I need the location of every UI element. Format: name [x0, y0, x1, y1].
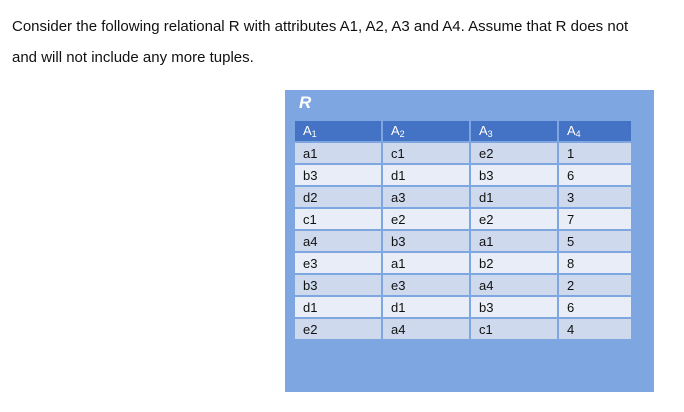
question-line-2: and will not include any more tuples.: [12, 49, 254, 66]
table-row: [295, 253, 631, 273]
table-cell: c1: [295, 209, 381, 229]
table-cell: a4: [471, 275, 557, 295]
table-cell: d1: [383, 165, 469, 185]
table-cell: 8: [559, 253, 631, 273]
header-a4-sub: 4: [575, 129, 581, 139]
question-text: [12, 11, 672, 73]
relation-name: R: [299, 93, 312, 112]
table-cell: a1: [295, 143, 381, 163]
table-cell: 4: [559, 319, 631, 339]
table-cell: e2: [295, 319, 381, 339]
table-row: [295, 297, 631, 317]
table-cell: b2: [471, 253, 557, 273]
table-row: [295, 209, 631, 229]
header-a2: [383, 121, 469, 141]
header-a3: [471, 121, 557, 141]
table-cell: d1: [295, 297, 381, 317]
header-a2-sub: 2: [399, 129, 405, 139]
table-cell: d1: [471, 187, 557, 207]
table-cell: b3: [383, 231, 469, 251]
header-a1: [295, 121, 381, 141]
header-a1-base: A: [303, 123, 312, 138]
table-cell: 1: [559, 143, 631, 163]
header-a3-sub: 3: [487, 129, 493, 139]
table-cell: e3: [295, 253, 381, 273]
table-cell: 5: [559, 231, 631, 251]
table-cell: 3: [559, 187, 631, 207]
table-cell: b3: [295, 275, 381, 295]
table-row: [295, 187, 631, 207]
table-cell: c1: [471, 319, 557, 339]
header-a4: [559, 121, 631, 141]
relation-table: [293, 119, 633, 341]
table-cell: d1: [383, 297, 469, 317]
table-cell: a1: [471, 231, 557, 251]
table-row: [295, 165, 631, 185]
table-cell: b3: [295, 165, 381, 185]
table-cell: a4: [383, 319, 469, 339]
table-cell: e2: [471, 143, 557, 163]
table-cell: e2: [383, 209, 469, 229]
header-a4-base: A: [567, 123, 576, 138]
table-cell: 2: [559, 275, 631, 295]
header-a1-sub: 1: [311, 129, 317, 139]
table-row: [295, 143, 631, 163]
table-cell: 7: [559, 209, 631, 229]
header-a2-base: A: [391, 123, 400, 138]
table-cell: b3: [471, 297, 557, 317]
table-cell: a1: [383, 253, 469, 273]
header-a3-base: A: [479, 123, 488, 138]
table-cell: b3: [471, 165, 557, 185]
table-cell: c1: [383, 143, 469, 163]
table-cell: d2: [295, 187, 381, 207]
table-row: [295, 319, 631, 339]
table-row: [295, 275, 631, 295]
table-cell: 6: [559, 297, 631, 317]
header-row: [295, 121, 631, 141]
table-cell: e3: [383, 275, 469, 295]
relation-panel: [285, 90, 654, 392]
table-cell: e2: [471, 209, 557, 229]
table-row: [295, 231, 631, 251]
table-cell: a4: [295, 231, 381, 251]
table-cell: 6: [559, 165, 631, 185]
question-line-1: Consider the following relational R with attributes A1, A2, A3 and A4. Assume that R does not: [12, 18, 629, 35]
table-cell: a3: [383, 187, 469, 207]
